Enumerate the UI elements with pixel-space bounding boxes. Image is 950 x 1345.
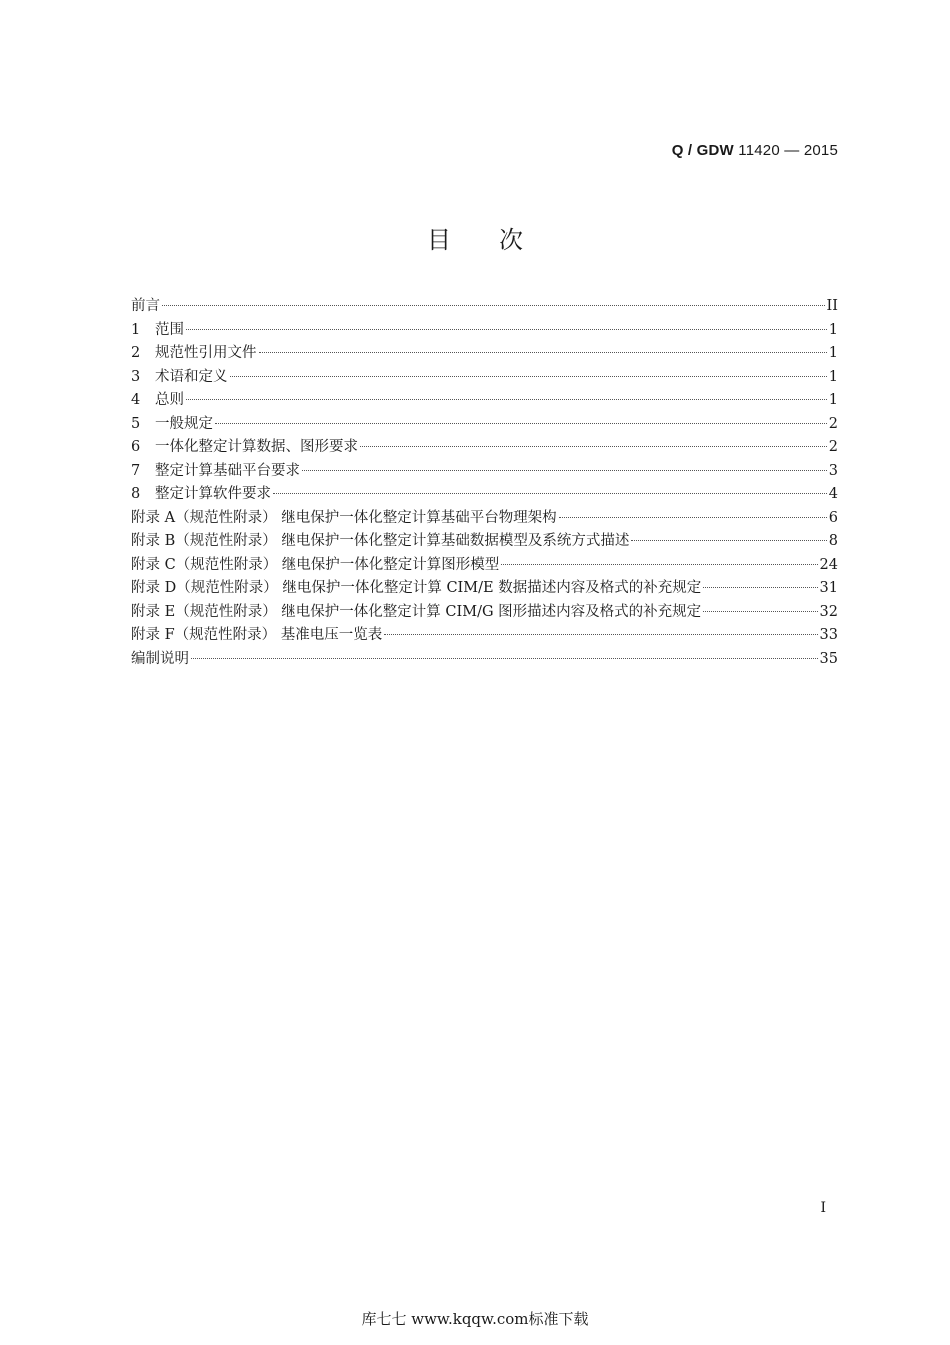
table-of-contents	[131, 294, 838, 670]
toc-entry-number: 5	[131, 415, 141, 432]
toc-dot-leader	[559, 517, 827, 518]
toc-entry[interactable]	[131, 388, 838, 412]
toc-entry[interactable]	[131, 623, 838, 647]
document-code-number: 11420 — 2015	[738, 142, 838, 159]
toc-entry-page: 32	[819, 603, 838, 620]
toc-entry[interactable]	[131, 482, 838, 506]
toc-entry[interactable]	[131, 529, 838, 553]
toc-entry-label: 整定计算基础平台要求	[155, 462, 300, 479]
toc-entry-page: 3	[828, 462, 838, 479]
document-code	[672, 142, 838, 159]
toc-entry-number: 6	[131, 439, 141, 455]
toc-entry[interactable]	[131, 412, 838, 436]
toc-entry-page: 2	[828, 439, 838, 455]
toc-entry-number: 8	[131, 486, 141, 502]
toc-entry-label: 整定计算软件要求	[155, 486, 271, 502]
toc-entry-label: 一般规定	[155, 415, 213, 432]
toc-entry-page: 8	[828, 533, 838, 549]
toc-entry[interactable]	[131, 647, 838, 671]
toc-dot-leader	[215, 423, 827, 424]
toc-entry[interactable]	[131, 600, 838, 624]
toc-dot-leader	[703, 587, 817, 588]
toc-entry[interactable]	[131, 459, 838, 483]
toc-entry-number: 4	[131, 392, 141, 408]
toc-entry-label: 附录 E（规范性附录） 继电保护一体化整定计算 CIM/G 图形描述内容及格式的补充规定	[131, 603, 702, 620]
toc-dot-leader	[631, 540, 826, 541]
toc-entry-page: 2	[828, 415, 838, 432]
toc-entry-label: 编制说明	[131, 650, 189, 667]
toc-entry-label: 术语和定义	[155, 368, 228, 385]
footer-watermark-text: 库七七 www.kqqw.com标准下载	[361, 1310, 589, 1328]
toc-dot-leader	[384, 634, 817, 635]
toc-dot-leader	[230, 376, 827, 377]
toc-entry[interactable]	[131, 435, 838, 459]
toc-entry[interactable]	[131, 506, 838, 530]
toc-entry-page: 4	[828, 486, 838, 502]
toc-entry-label: 前言	[131, 298, 160, 314]
toc-entry[interactable]	[131, 576, 838, 600]
toc-dot-leader	[703, 611, 817, 612]
toc-dot-leader	[360, 446, 827, 447]
toc-dot-leader	[501, 564, 817, 565]
toc-dot-leader	[259, 352, 827, 353]
toc-entry-label: 总则	[155, 392, 184, 408]
page-title	[0, 220, 950, 255]
page-title-char-2: 次	[499, 226, 523, 254]
toc-entry-label: 附录 B（规范性附录） 继电保护一体化整定计算基础数据模型及系统方式描述	[131, 533, 630, 549]
toc-entry-label: 一体化整定计算数据、图形要求	[155, 439, 358, 455]
toc-entry-number: 7	[131, 462, 141, 479]
toc-entry-page: 1	[828, 368, 838, 385]
toc-dot-leader	[302, 470, 827, 471]
toc-entry-page: 31	[819, 580, 838, 596]
toc-entry-label: 附录 F（规范性附录） 基准电压一览表	[131, 627, 383, 643]
toc-dot-leader	[162, 305, 825, 306]
toc-entry-number: 2	[131, 345, 141, 361]
toc-entry-page: II	[826, 298, 838, 314]
toc-entry-page: 1	[828, 321, 838, 338]
toc-dot-leader	[273, 493, 827, 494]
toc-entry-label: 规范性引用文件	[155, 345, 257, 361]
toc-entry-label: 范围	[155, 321, 184, 338]
toc-dot-leader	[186, 399, 827, 400]
toc-dot-leader	[191, 658, 818, 659]
page-title-char-1: 目	[427, 226, 451, 254]
toc-entry-number: 1	[131, 321, 141, 338]
toc-entry-page: 1	[828, 345, 838, 361]
toc-entry-page: 35	[819, 650, 838, 667]
toc-entry-label: 附录 D（规范性附录） 继电保护一体化整定计算 CIM/E 数据描述内容及格式的补充规定	[131, 580, 702, 596]
toc-dot-leader	[186, 329, 827, 330]
toc-entry-number: 3	[131, 368, 141, 385]
page-number: I	[820, 1200, 826, 1216]
toc-entry[interactable]	[131, 553, 838, 577]
toc-entry[interactable]	[131, 294, 838, 318]
toc-entry-page: 33	[819, 627, 838, 643]
toc-entry[interactable]	[131, 318, 838, 342]
toc-entry-label: 附录 C（规范性附录） 继电保护一体化整定计算图形模型	[131, 556, 500, 573]
toc-entry[interactable]	[131, 365, 838, 389]
toc-entry-label: 附录 A（规范性附录） 继电保护一体化整定计算基础平台物理架构	[131, 509, 557, 526]
toc-entry-page: 1	[828, 392, 838, 408]
document-code-prefix: Q / GDW	[671, 142, 734, 159]
toc-entry[interactable]	[131, 341, 838, 365]
toc-entry-page: 6	[828, 509, 838, 526]
toc-entry-page: 24	[819, 556, 838, 573]
